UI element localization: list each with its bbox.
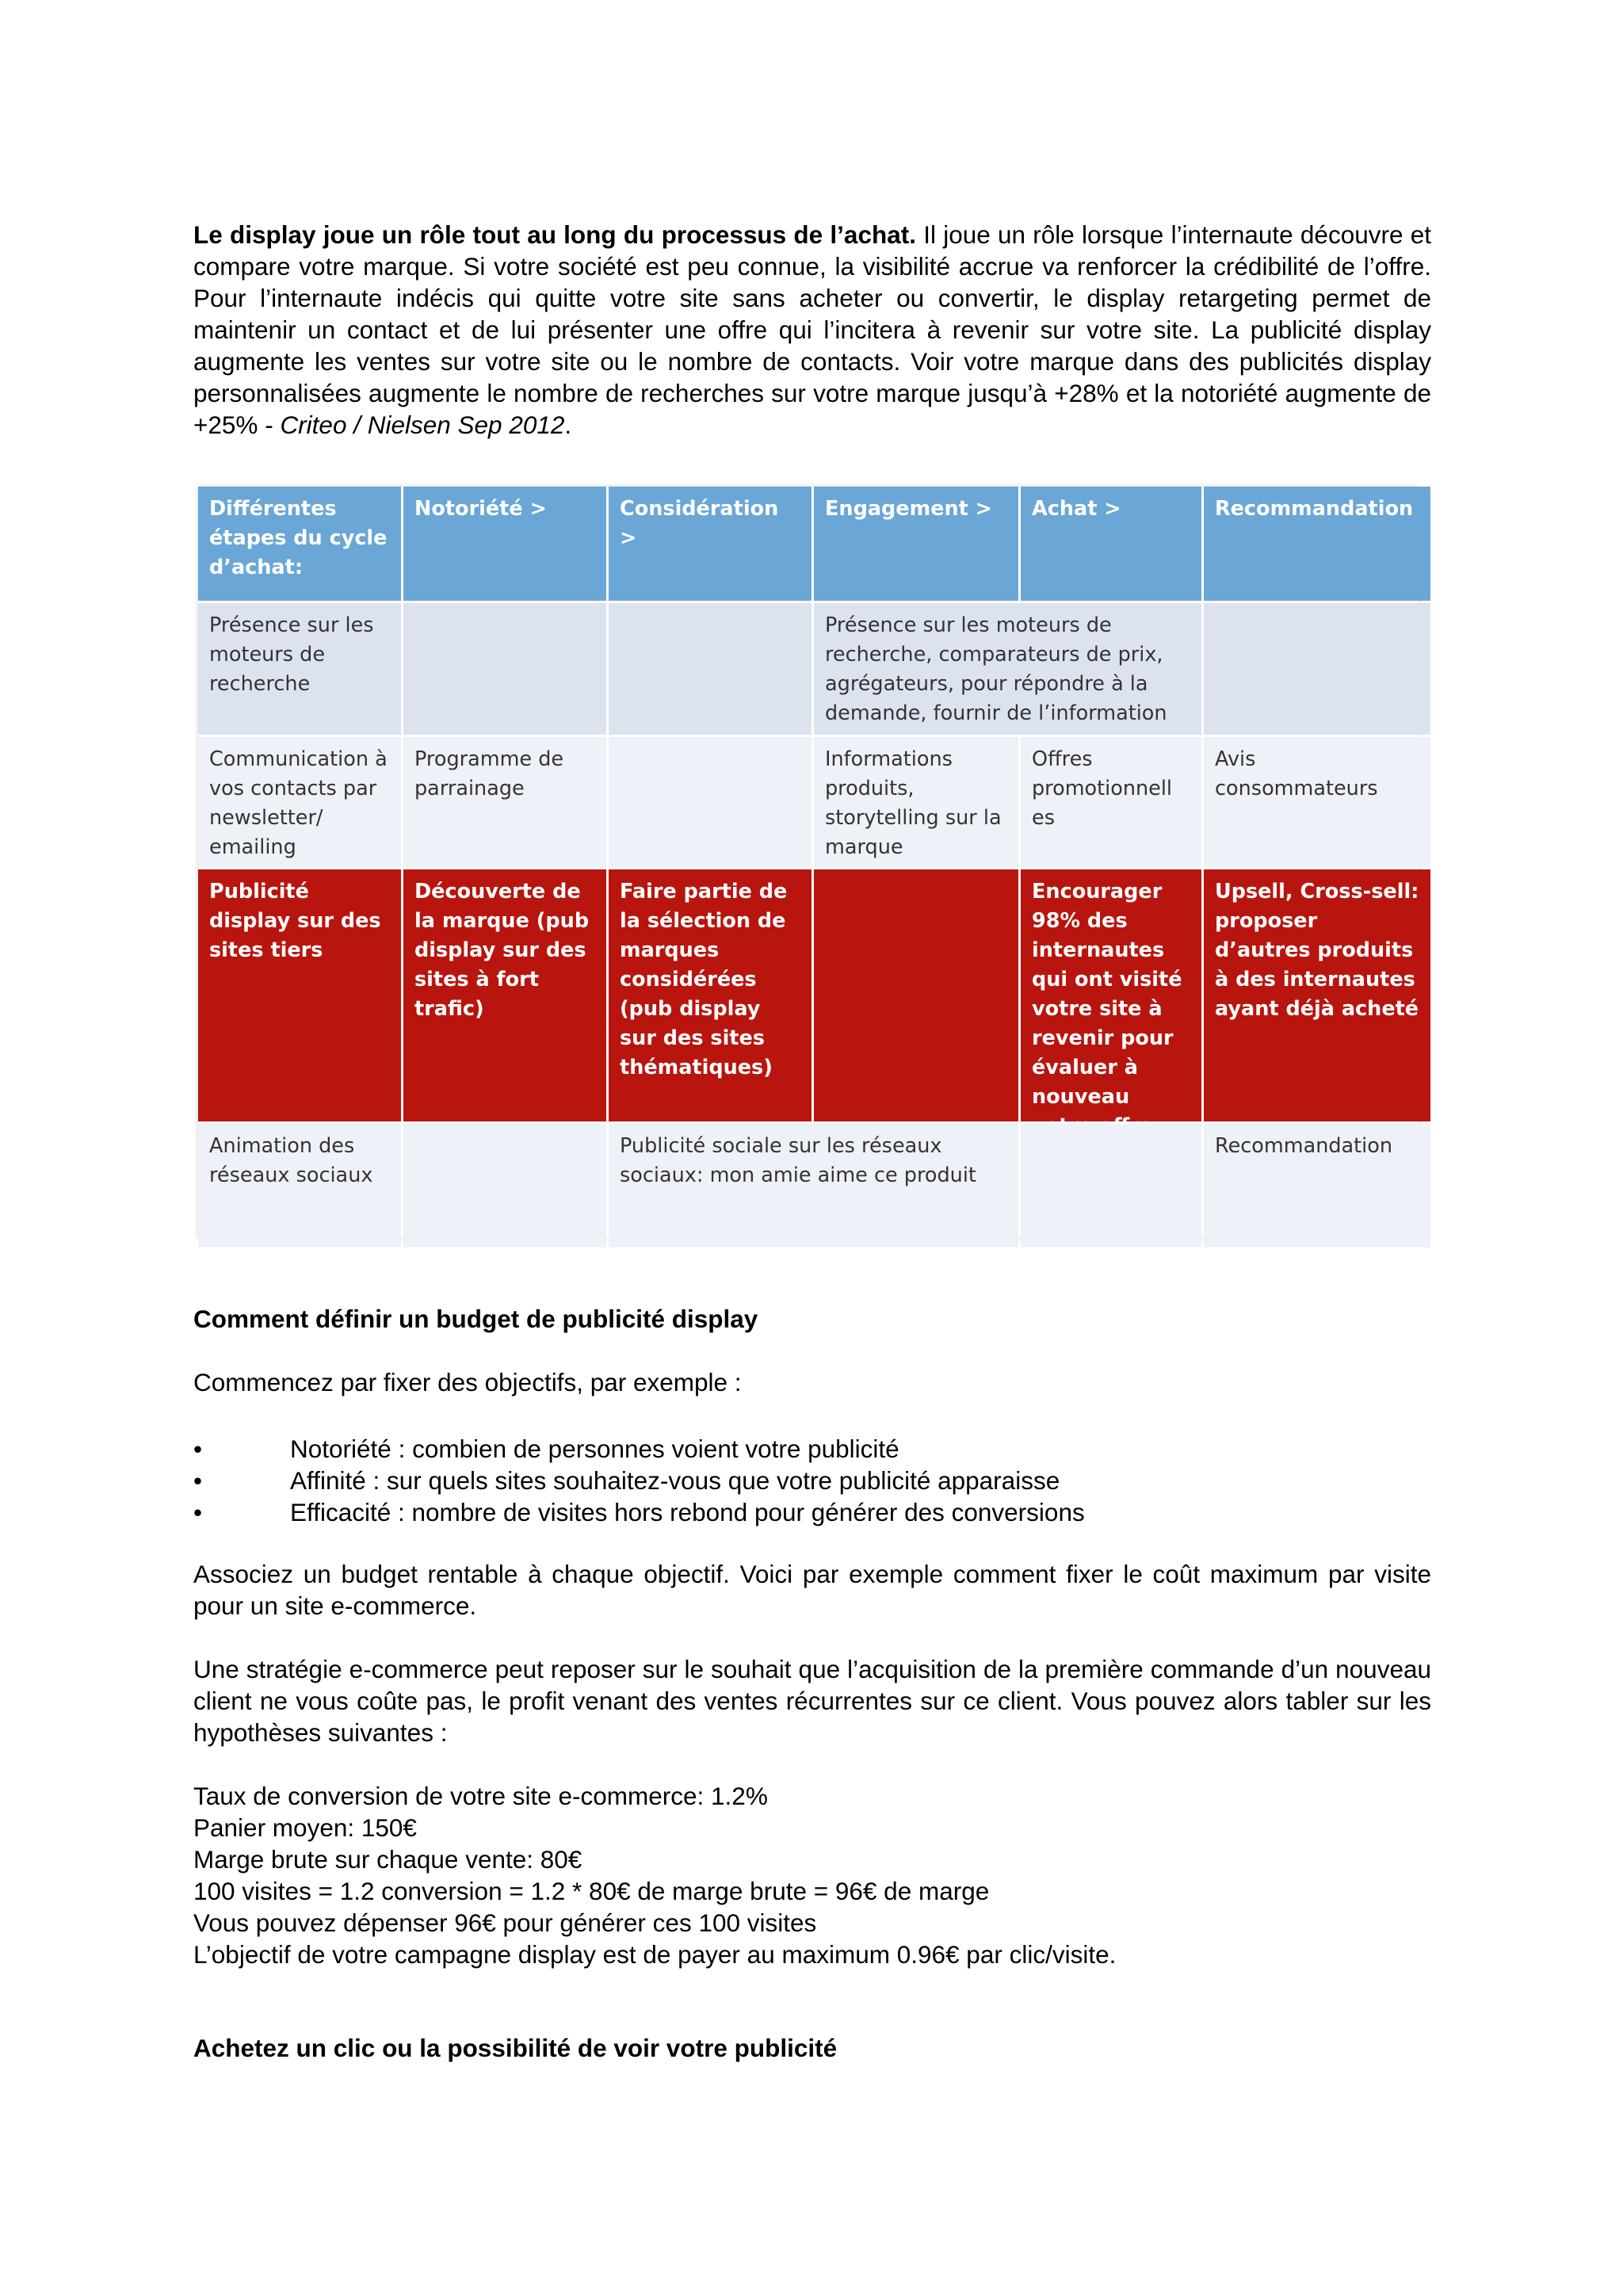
calc-line: Marge brute sur chaque vente: 80€ xyxy=(193,1845,582,1874)
intro-source: Criteo / Nielsen Sep 2012 xyxy=(280,411,565,439)
intro-paragraph xyxy=(193,219,1431,441)
strategy-paragraph: Une stratégie e-commerce peut reposer sur le souhait que l’acquisition de la première commande d’un nouveau client ne vous coûte pas, le profit venant des ventes récurrentes sur ce client. Vous pouvez alors tabler sur les hypothèses suivantes : xyxy=(193,1655,1431,1747)
intro-bold-lead: Le display joue un rôle tout au long du processus de l’achat. xyxy=(193,220,916,249)
table-cell-empty xyxy=(403,603,606,735)
table-cell-empty xyxy=(609,603,812,735)
table-header-cell: Recommandation xyxy=(1204,487,1430,601)
calc-line: L’objectif de votre campagne display est de payer au maximum 0.96€ par clic/visite. xyxy=(193,1940,1117,1969)
budget-heading: Comment définir un budget de publicité display xyxy=(193,1305,758,1333)
list-item-text: Efficacité : nombre de visites hors rebond pour générer des conversions xyxy=(290,1498,1085,1526)
table-cell: Offres promotionnell es xyxy=(1021,737,1201,867)
table-cell: Upsell, Cross-sell: proposer d’autres produits à des internautes ayant déjà acheté xyxy=(1204,869,1430,1121)
budget-paragraph: Associez un budget rentable à chaque objectif. Voici par exemple comment fixer le coût maximum par visite pour un site e-commerce. xyxy=(193,1560,1431,1620)
table-header-cell: Considération > xyxy=(609,487,812,601)
calc-line: Vous pouvez dépenser 96€ pour générer ces 100 visites xyxy=(193,1908,817,1937)
calc-line: Panier moyen: 150€ xyxy=(193,1813,417,1842)
table-cell-empty xyxy=(1021,1124,1201,1247)
bullet-icon: • xyxy=(193,1466,203,1495)
table-cell-empty xyxy=(403,1124,606,1247)
table-cell: Découverte de la marque (pub display sur des sites à fort trafic) xyxy=(403,869,606,1121)
table-cell: Informations produits, storytelling sur la marque xyxy=(814,737,1018,867)
table-row-label: Animation des réseaux sociaux xyxy=(198,1124,401,1247)
calculation-block xyxy=(193,1780,1116,1970)
calc-line: Taux de conversion de votre site e-commerce: 1.2% xyxy=(193,1782,768,1810)
objectives-intro: Commencez par fixer des objectifs, par exemple : xyxy=(193,1368,742,1396)
table-cell: Programme de parrainage xyxy=(403,737,606,867)
table-cell: Recommandation xyxy=(1204,1124,1430,1247)
table-row-label: Présence sur les moteurs de recherche xyxy=(198,603,401,735)
table-cell: Avis consommateurs xyxy=(1204,737,1430,867)
intro-text: Il joue un rôle lorsque l’internaute découvre et compare votre marque. Si votre société est peu connue, la visibilité accrue va renforcer la crédibilité de l’offre. Pour l’internaute indécis qui quitte votre site sans acheter ou convertir, le display retargeting permet de maintenir un contact et de lui présenter une offre qui l’incitera à revenir sur votre site. La publicité display augmente les ventes sur votre site ou le nombre de contacts. Voir votre marque dans des publicités display personnalisées augmente le nombre de recherches sur votre marque jusqu’à +28% et la notoriété augmente de +25% - xyxy=(193,220,1431,439)
table-cell: Publicité sociale sur les réseaux sociaux: mon amie aime ce produit xyxy=(609,1124,1018,1247)
table-cell-empty xyxy=(814,869,1018,1121)
bullet-icon: • xyxy=(193,1435,203,1463)
table-cell-empty xyxy=(1204,603,1430,735)
intro-end: . xyxy=(564,411,572,439)
calc-line: 100 visites = 1.2 conversion = 1.2 * 80€ de marge brute = 96€ de marge xyxy=(193,1877,990,1905)
table-row-label: Publicité display sur des sites tiers xyxy=(198,869,401,1121)
table-header-cell: Différentes étapes du cycle d’achat: xyxy=(198,487,401,601)
table-header-cell: Notoriété > xyxy=(403,487,606,601)
list-item-text: Notoriété : combien de personnes voient votre publicité xyxy=(290,1435,899,1463)
bullet-icon: • xyxy=(193,1498,203,1526)
purchase-cycle-table xyxy=(198,487,1419,1238)
table-cell: Présence sur les moteurs de recherche, comparateurs de prix, agrégateurs, pour répondre à la demande, fournir de l’information xyxy=(814,603,1201,735)
table-row-label: Communication à vos contacts par newsletter/ emailing xyxy=(198,737,401,867)
table-cell: Encourager 98% des internautes qui ont visité votre site à revenir pour évaluer à nouveau xyxy=(1021,869,1201,1121)
list-item-text: Affinité : sur quels sites souhaitez-vous que votre publicité apparaisse xyxy=(290,1466,1060,1495)
table-cell-empty xyxy=(609,737,812,867)
table-cell: Faire partie de la sélection de marques considérées (pub display sur des sites thématiques) xyxy=(609,869,812,1121)
table-header-cell: Achat > xyxy=(1021,487,1201,601)
table-header-cell: Engagement > xyxy=(814,487,1018,601)
final-heading: Achetez un clic ou la possibilité de voir votre publicité xyxy=(193,2034,838,2062)
